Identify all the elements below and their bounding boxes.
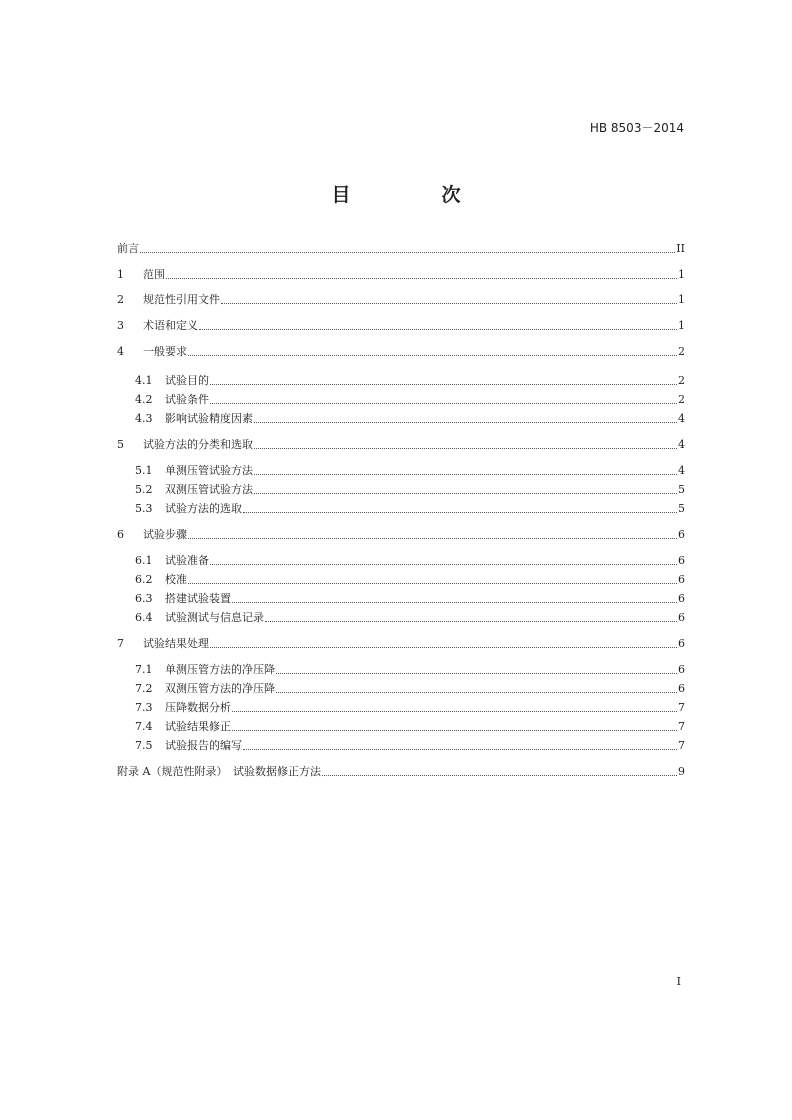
toc-entry-label: 单测压管试验方法 [165,464,253,477]
toc-entry[interactable] [117,317,685,333]
dot-leader [140,252,675,253]
toc-entry-number: 7.2 [135,682,153,695]
toc-entry[interactable] [135,699,685,715]
toc-entry-number: 7.4 [135,720,153,733]
toc-entry-page: 7 [678,739,685,752]
dot-leader [243,512,677,513]
toc-entry-page: 7 [678,720,685,733]
dot-leader [243,749,677,750]
toc-entry-label: 前言 [117,242,139,255]
toc-entry-label: 双测压管方法的净压降 [165,682,275,695]
toc-entry-number: 4.3 [135,412,153,425]
toc-entry-label: 附录 A（规范性附录） 试验数据修正方法 [117,765,321,778]
toc-entry-number: 5.2 [135,483,153,496]
dot-leader [254,422,677,423]
toc-entry[interactable] [117,526,685,542]
toc-entry-page: 7 [678,701,685,714]
toc-entry-page: 6 [678,592,685,605]
dot-leader [210,403,677,404]
toc-entry-number: 5.3 [135,502,153,515]
toc-entry-label: 双测压管试验方法 [165,483,253,496]
toc-entry-number: 7.1 [135,663,153,676]
toc-entry[interactable] [135,609,685,625]
toc-entry-number: 5.1 [135,464,153,477]
toc-entry[interactable] [117,763,685,779]
toc-entry-page: 1 [678,268,685,281]
toc-entry-label: 范围 [143,268,165,281]
toc-entry-page: 5 [678,502,685,515]
toc-entry-label: 校准 [165,573,187,586]
toc-entry[interactable] [135,661,685,677]
toc-entry-page: II [676,242,685,255]
toc-entry-number: 6.1 [135,554,153,567]
toc-entry-label: 试验测试与信息记录 [165,611,264,624]
toc-entry[interactable] [135,410,685,426]
toc-entry[interactable] [135,590,685,606]
toc-entry[interactable] [135,500,685,516]
toc-entry-label: 试验步骤 [143,528,187,541]
dot-leader [210,384,677,385]
toc-entry-page: 2 [678,374,685,387]
toc-entry-page: 5 [678,483,685,496]
toc-entry-number: 5 [117,438,124,451]
toc-entry[interactable] [135,372,685,388]
toc-entry-page: 9 [678,765,685,778]
toc-entry[interactable] [135,552,685,568]
toc-entry[interactable] [135,571,685,587]
toc-entry-label: 一般要求 [143,345,187,358]
toc-entry-page: 6 [678,573,685,586]
toc-entry-number: 4.2 [135,393,153,406]
dot-leader [221,303,677,304]
toc-entry-page: 2 [678,393,685,406]
toc-entry-page: 6 [678,528,685,541]
toc-entry-label: 影响试验精度因素 [165,412,253,425]
dot-leader [265,621,677,622]
dot-leader [188,538,677,539]
dot-leader [199,329,677,330]
toc-entry-number: 6.3 [135,592,153,605]
toc-entry[interactable] [117,436,685,452]
toc-entry[interactable] [117,291,685,307]
toc-entry[interactable] [135,481,685,497]
toc-entry[interactable] [135,680,685,696]
dot-leader [254,493,677,494]
toc-entry-page: 4 [678,412,685,425]
toc-entry-number: 4.1 [135,374,153,387]
toc-entry-number: 6.4 [135,611,153,624]
toc-entry-page: 2 [678,345,685,358]
toc-entry-number: 7.5 [135,739,153,752]
toc-entry-label: 试验条件 [165,393,209,406]
dot-leader [254,448,677,449]
dot-leader [254,474,677,475]
toc-entry-label: 单测压管方法的净压降 [165,663,275,676]
toc-entry-page: 6 [678,554,685,567]
toc-entry[interactable] [135,391,685,407]
toc-entry[interactable] [135,462,685,478]
toc-entry-number: 1 [117,268,124,281]
toc-entry-page: 4 [678,438,685,451]
page-number: I [676,975,681,988]
toc-entry[interactable] [117,240,685,256]
toc-entry-page: 1 [678,319,685,332]
toc-entry-label: 试验目的 [165,374,209,387]
toc-entry-label: 试验方法的分类和选取 [143,438,253,451]
toc-entry-label: 试验结果处理 [143,637,209,650]
toc-entry[interactable] [117,635,685,651]
toc-entry[interactable] [135,737,685,753]
toc-entry-page: 4 [678,464,685,477]
toc-entry-number: 3 [117,319,124,332]
toc-entry-label: 试验报告的编写 [165,739,242,752]
toc-entry-page: 1 [678,293,685,306]
toc-entry-page: 6 [678,682,685,695]
toc-entry-number: 6 [117,528,124,541]
dot-leader [210,564,677,565]
toc-entry-page: 6 [678,611,685,624]
dot-leader [276,673,677,674]
dot-leader [232,711,677,712]
toc-entry[interactable] [135,718,685,734]
dot-leader [188,583,677,584]
dot-leader [232,602,677,603]
toc-entry-label: 规范性引用文件 [143,293,220,306]
dot-leader [232,730,677,731]
dot-leader [322,775,677,776]
toc-entry-page: 6 [678,663,685,676]
toc-entry[interactable] [117,266,685,282]
document-code: HB 8503－2014 [589,121,684,135]
toc-entry-number: 6.2 [135,573,153,586]
dot-leader [210,647,677,648]
toc-entry-label: 试验结果修正 [165,720,231,733]
toc-entry[interactable] [117,343,685,359]
toc-entry-label: 试验准备 [165,554,209,567]
toc-entry-number: 4 [117,345,124,358]
dot-leader [188,355,677,356]
toc-entry-number: 7.3 [135,701,153,714]
toc-entry-label: 压降数据分析 [165,701,231,714]
page-title: 目 次 [331,184,497,206]
toc-entry-label: 搭建试验装置 [165,592,231,605]
dot-leader [276,692,677,693]
toc-entry-number: 2 [117,293,124,306]
toc-entry-page: 6 [678,637,685,650]
toc-entry-number: 7 [117,637,124,650]
toc-entry-label: 术语和定义 [143,319,198,332]
dot-leader [166,278,677,279]
toc-entry-label: 试验方法的选取 [165,502,242,515]
